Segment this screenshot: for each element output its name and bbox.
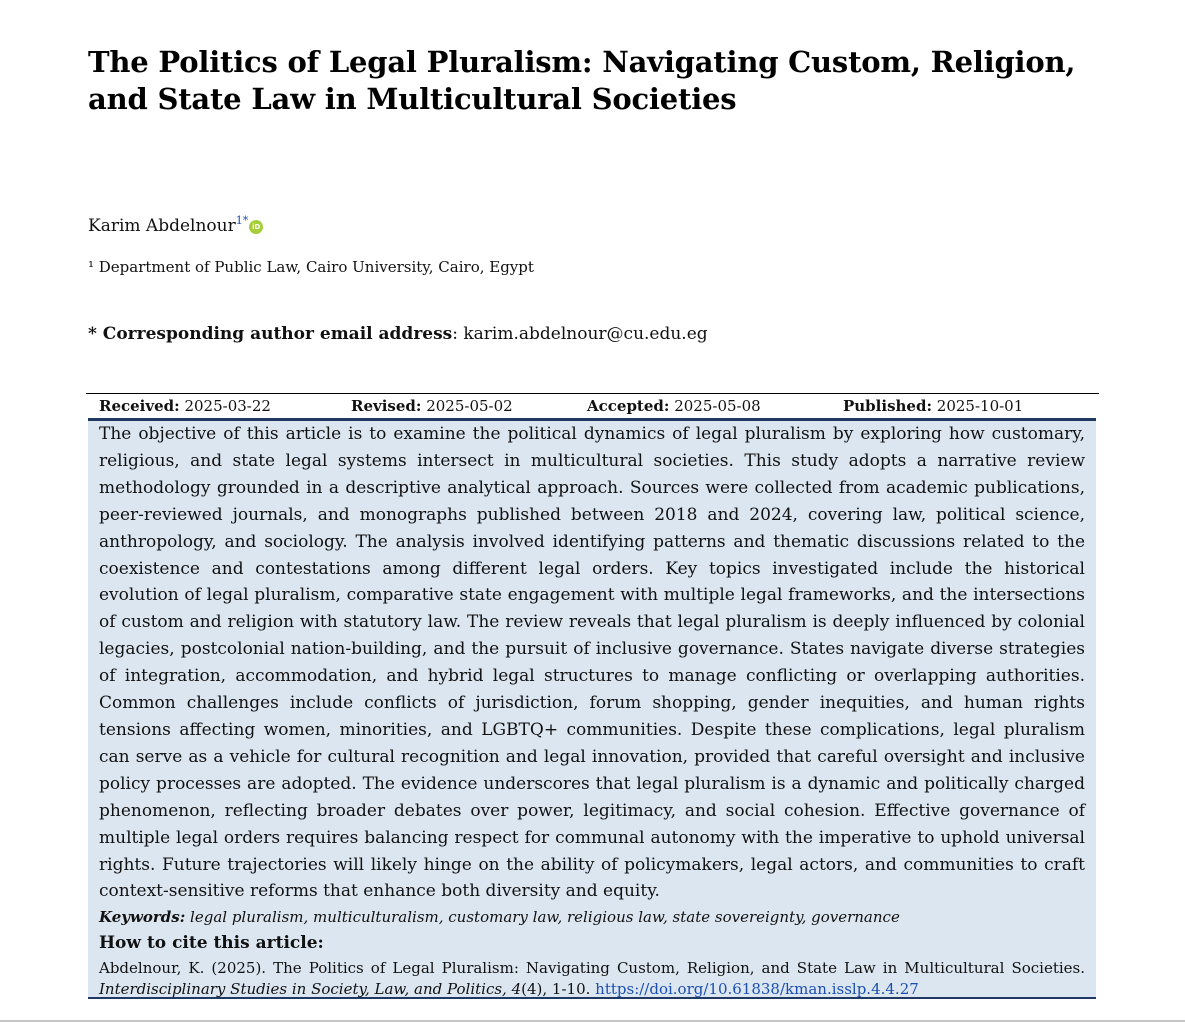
- keywords-label: Keywords:: [99, 908, 186, 926]
- date-published-value: 2025-10-01: [936, 397, 1024, 415]
- author-name: Karim Abdelnour: [88, 216, 236, 236]
- corresponding-author-email[interactable]: : karim.abdelnour@cu.edu.eg: [452, 324, 708, 344]
- date-revised-label: Revised:: [351, 397, 422, 415]
- corresponding-author: [88, 322, 708, 346]
- publication-dates: [86, 394, 1099, 418]
- date-received-value: 2025-03-22: [184, 397, 271, 415]
- date-accepted-label: Accepted:: [587, 397, 670, 415]
- date-accepted: [587, 394, 761, 418]
- keywords-list: legal pluralism, multiculturalism, customary law, religious law, state sovereignty, governance: [190, 908, 900, 926]
- date-received: [99, 394, 271, 418]
- citation-text: Abdelnour, K. (2025). The Politics of Legal Pluralism: Navigating Custom, Religion, and State Law in Multicultural Societies.: [99, 959, 1085, 977]
- date-accepted-value: 2025-05-08: [674, 397, 761, 415]
- date-revised-value: 2025-05-02: [426, 397, 513, 415]
- author-line: [88, 209, 263, 238]
- date-published: [843, 394, 1023, 418]
- keywords: [99, 906, 1085, 928]
- citation-journal: Interdisciplinary Studies in Society, Law, and Politics, 4: [99, 980, 522, 998]
- citation-issue: (4), 1-10.: [521, 980, 591, 998]
- orcid-icon[interactable]: iD: [249, 220, 263, 234]
- affiliation: ¹ Department of Public Law, Cairo University, Cairo, Egypt: [88, 258, 534, 276]
- date-revised: [351, 394, 513, 418]
- date-published-label: Published:: [843, 397, 932, 415]
- doi-link[interactable]: https://doi.org/10.61838/kman.isslp.4.4.27: [595, 980, 919, 998]
- citation: [99, 958, 1085, 1000]
- date-received-label: Received:: [99, 397, 180, 415]
- author-affiliation-marker[interactable]: 1*: [235, 214, 249, 227]
- article-title: The Politics of Legal Pluralism: Navigating Custom, Religion, and State Law in Multicultural Societies: [88, 45, 1076, 116]
- abstract-text: The objective of this article is to examine the political dynamics of legal pluralism by exploring how customary, religious, and state legal systems intersect in multicultural societies. This study adopts a narrative review methodology grounded in a descriptive analytical approach. Sources were collected from academic publications, peer-reviewed journals, and monographs published between 2018 and 2024, covering law, political science, anthropology, and sociology. The analysis involved identifying patterns and thematic discussions related to the coexistence and contestations among different legal orders. Key topics investigated include the historical evolution of legal pluralism, comparative state engagement with multiple legal frameworks, and the intersections of custom and religion with statutory law. The review reveals that legal pluralism is deeply influenced by colonial legacies, postcolonial nation-building, and the pursuit of inclusive governance. States navigate diverse strategies of integration, accommodation, and hybrid legal structures to manage conflicting or overlapping authorities. Common challenges include conflicts of jurisdiction, forum shopping, gender inequities, and human rights tensions affecting women, minorities, and LGBTQ+ communities. Despite these complications, legal pluralism can serve as a vehicle for cultural recognition and legal innovation, provided that careful oversight and inclusive policy processes are adopted. The evidence underscores that legal pluralism is a dynamic and politically charged phenomenon, reflecting broader debates over power, legitimacy, and social cohesion. Effective governance of multiple legal orders requires balancing respect for communal autonomy with the imperative to uphold universal rights. Future trajectories will likely hinge on the ability of policymakers, legal actors, and communities to craft context-sensitive reforms that enhance both diversity and equity.: [99, 424, 1085, 902]
- corresponding-author-label: * Corresponding author email address: [88, 324, 453, 344]
- citation-heading: How to cite this article:: [99, 933, 324, 953]
